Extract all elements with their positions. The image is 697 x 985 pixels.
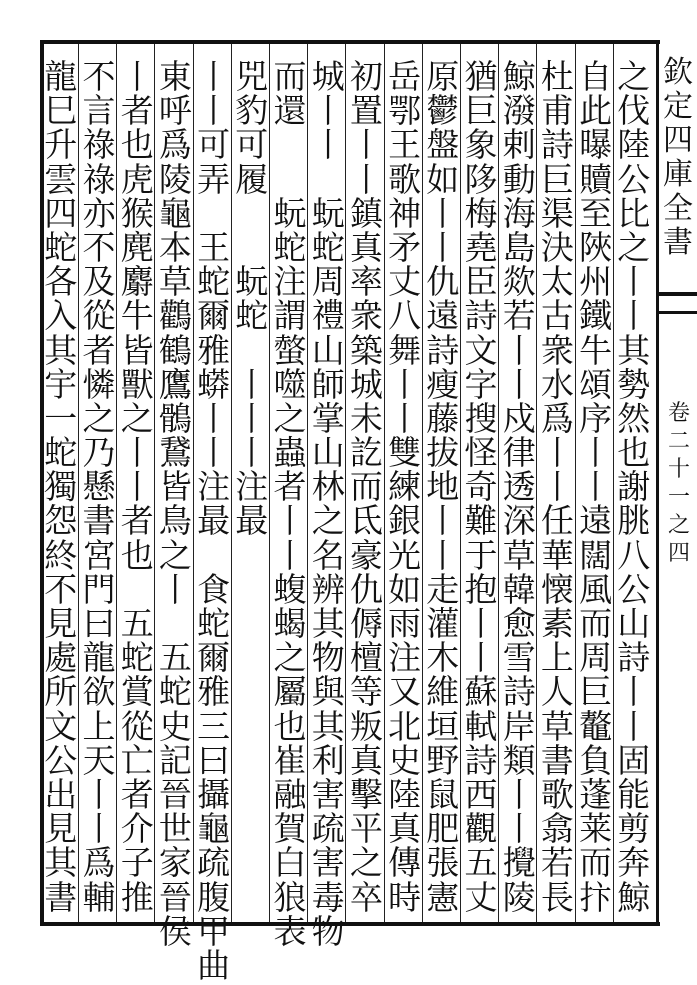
fishtail-mark [659,292,697,314]
text-column: 丨 丨 可 弄 王 蛇 爾 雅 蟒 丨 丨 注 最 食 蛇 爾 雅 三 曰 攝 龜 疏 腹 甲 曲 [197,57,231,985]
text-column: 兕 豹 可 履 蚖 蛇 丨 丨 丨 注 最 [235,57,269,541]
frame-right-edge [656,40,659,926]
text-column: 自 此 曝 贖 至 陜 州 鐵 牛 頌 序 丨 丨 遠 闊 風 而 周 巨 鼇 負 蓬 莱 而 抃 [579,57,613,917]
text-column: 之 伐 陸 公 比 之 丨 丨 其 勢 然 也 謝 朓 八 公 山 詩 丨 丨 固 能 剪 奔 鯨 [617,57,651,917]
text-column: 不 言 祿 祿 亦 不 及 從 者 憐 之 乃 懸 書 宮 門 曰 龍 欲 上 天 丨 丨 爲 輔 [82,57,116,917]
chapter-label: 卷 二 十 一 之 四 [667,401,690,566]
text-column: 龍 巳 升 雲 四 蛇 各 入 其 宇 一 蛇 獨 怨 終 不 見 處 所 文 公 出 見 其 書 [44,57,78,917]
text-column: 城 丨 丨 蚖 蛇 周 禮 山 師 掌 山 林 之 名 辨 其 物 與 其 利 害 疏 害 毒 物 [311,57,345,951]
text-column: 原 鬱 盤 如 丨 丨 仇 遠 詩 瘦 藤 拔 地 丨 丨 走 灌 木 維 垣 野 鼠 肥 張 憲 [426,57,460,917]
text-column: 岳 鄂 王 歌 神 矛 丈 八 舞 丨 丨 雙 練 銀 光 如 雨 注 又 北 史 陸 真 傳 時 [388,57,422,917]
text-column: 初 置 丨 丨 鎮 真 率 衆 築 城 未 訖 而 氐 豪 仇 傉 檀 等 叛 真 擊 平 之 卒 [349,57,383,917]
text-column: 猶 巨 象 陊 梅 堯 臣 詩 文 字 搜 怪 奇 難 于 抱 丨 丨 蘇 軾 詩 西 觀 五 丈 [464,57,498,917]
text-column: 而 還 蚖 蛇 注 謂 螫 噬 之 蟲 者 丨 丨 蝮 蝎 之 屬 也 崔 融 賀 白 狼 表 [273,57,307,951]
text-column: 丨 者 也 虎 猴 麂 麝 牛 皆 獸 之 丨 丨 者 也 五 蛇 賞 從 亡 者 介 子 推 [120,57,154,917]
text-column: 鯨 潑 剌 動 海 島 欻 若 丨 丨 戍 律 透 深 草 韓 愈 雪 詩 岸 類 丨 丨 攪 陵 [502,57,536,917]
text-column: 東 呼 爲 陵 龜 本 草 鸛 鶴 鷹 鶻 鵞 皆 鳥 之 丨 五 蛇 史 記 晉 世 家 晉 侯 [158,57,192,951]
library-title: 欽 定 四 庫 全 書 [663,55,693,260]
text-column: 杜 甫 詩 巨 渠 決 太 古 衆 水 爲 丨 丨 任 華 懐 素 上 人 草 書 歌 翕 若 長 [540,57,574,917]
